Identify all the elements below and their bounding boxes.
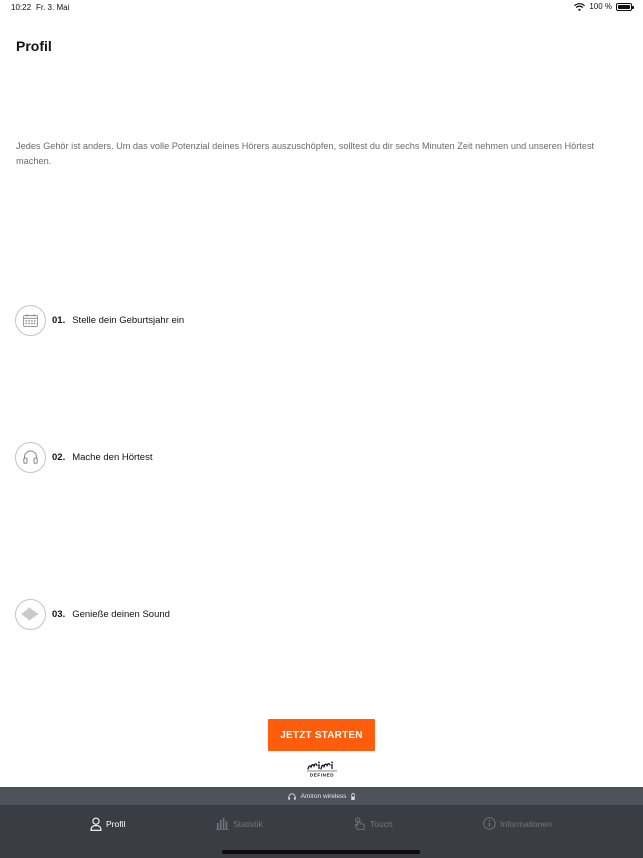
tab-label: Informationen — [500, 818, 552, 829]
tab-bar — [0, 805, 643, 858]
profile-icon — [90, 817, 102, 831]
battery-percent: 100 % — [589, 2, 612, 11]
step-enjoy-sound — [15, 598, 415, 630]
status-bar — [0, 0, 643, 16]
step-number: 03. — [52, 608, 66, 620]
page-title: Profil — [16, 38, 52, 54]
tab-informationen[interactable] — [483, 817, 552, 830]
tab-label: Statistik — [233, 818, 263, 829]
step-number: 01. — [52, 314, 66, 326]
step-birth-year — [15, 304, 415, 336]
home-indicator[interactable] — [222, 850, 420, 854]
logo-wordmark: DEFINED — [309, 772, 335, 778]
touch-icon — [354, 817, 366, 831]
battery-icon — [351, 793, 355, 800]
connected-device-bar[interactable] — [0, 787, 643, 805]
status-time: 10:22 — [11, 3, 32, 12]
tab-touch[interactable] — [354, 817, 393, 831]
headphones-icon — [288, 793, 296, 800]
step-label: Stelle dein Geburtsjahr ein — [72, 314, 185, 326]
headphones-icon — [15, 442, 46, 473]
tab-statistik[interactable] — [216, 817, 263, 830]
tab-label: Touch — [370, 819, 393, 829]
battery-icon — [616, 3, 632, 11]
status-indicators — [574, 2, 632, 11]
statistics-icon — [216, 817, 229, 830]
tab-profil[interactable] — [90, 817, 125, 831]
tab-label: Profil — [106, 819, 126, 829]
info-icon — [483, 817, 496, 830]
step-label: Genieße deinen Sound — [72, 608, 170, 620]
intro-text: Jedes Gehör ist anders. Um das volle Potenzial deines Hörers auszuschöpfen, solltest du dir sechs Minuten Zeit nehmen und unseren Hörtest machen. — [16, 141, 595, 166]
soundwave-icon — [15, 599, 46, 630]
mimi-defined-logo — [306, 760, 338, 778]
step-number: 02. — [52, 451, 66, 463]
device-name: Amiron wireless — [300, 792, 347, 800]
status-date: Fr. 3. Mai — [36, 3, 70, 12]
step-hearing-test — [15, 441, 415, 473]
calendar-icon — [15, 305, 46, 336]
step-label: Mache den Hörtest — [72, 451, 153, 463]
wifi-icon — [574, 3, 585, 11]
start-button[interactable]: JETZT STARTEN — [268, 719, 375, 751]
